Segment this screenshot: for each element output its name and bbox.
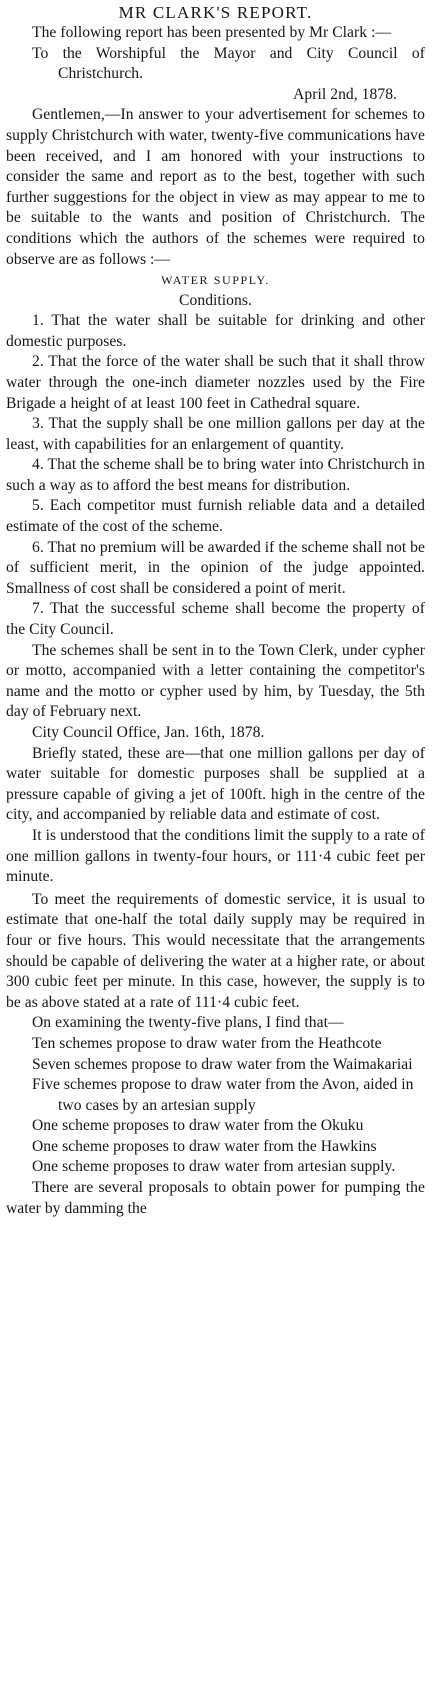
paragraph-domestic-service: To meet the requirements of domestic service, it is usual to estimate that one-half the total daily supply may be required in four or five hours. This would necessitate that the arrangements should be capable of delivering the water at a higher rate, or about 300 cubic feet per minute. In this case, however, the supply is to be as above stated at a rate of 111·4 cubic feet.	[6, 890, 425, 1011]
plan-item: One scheme proposes to draw water from the Okuku	[32, 1117, 364, 1135]
condition-5: 5. Each competitor must furnish reliable data and a detailed estimate of the cost of the scheme.	[6, 497, 425, 536]
paragraph-examining: On examining the twenty-five plans, I find that—	[32, 1014, 344, 1032]
paragraph-gentlemen: Gentlemen,—In answer to your advertisement for schemes to supply Christchurch with water, twenty-five communications have been received, and I am honored with your instructions to consider the same and report as to the best, together with such further suggestions for the object in view as may appear to me to be suitable to the wants and position of Christchurch. The conditions which the authors of the schemes were required to observe are as follows :—	[6, 106, 425, 268]
paragraph-understood: It is understood that the conditions limit the supply to a rate of one million gallons in twenty-four hours, or 111·4 cubic feet per minute.	[6, 826, 425, 886]
plan-item: Ten schemes propose to draw water from the Heathcote	[32, 1034, 382, 1052]
condition-7: 7. That the successful scheme shall become the property of the City Council.	[6, 600, 425, 639]
section-title: WATER SUPPLY.	[161, 273, 270, 288]
condition-4: 4. That the scheme shall be to bring water into Christchurch in such a way as to afford the best means for distribution.	[6, 456, 425, 494]
condition-6: 6. That no premium will be awarded if the scheme shall not be of sufficient merit, in the opinion of the judge appointed. Smallness of cost shall be considered a point of merit.	[6, 538, 425, 597]
conditions-title: Conditions.	[179, 292, 252, 310]
plan-item: One scheme proposes to draw water from the Hawkins	[32, 1137, 377, 1155]
plan-item: Seven schemes propose to draw water from the Waimakariai	[32, 1055, 413, 1073]
paragraph-pumping: There are several proposals to obtain power for pumping the water by damming the	[6, 1179, 425, 1217]
condition-2: 2. That the force of the water shall be such that it shall throw water through the one-inch diameter nozzles used by the Fire Brigade a height of at least 100 feet in Cathedral square.	[6, 353, 425, 412]
office-line: City Council Office, Jan. 16th, 1878.	[32, 724, 265, 741]
plan-item: One scheme proposes to draw water from artesian supply.	[32, 1158, 396, 1176]
address-line: To the Worshipful the Mayor and City Council of Christchurch.	[32, 44, 425, 83]
intro-line: The following report has been presented by Mr Clark :—	[32, 24, 392, 41]
plan-item: Five schemes propose to draw water from the Avon, aided in two cases by an artesian supply	[32, 1076, 414, 1114]
schemes-notice: The schemes shall be sent in to the Town Clerk, under cypher or motto, accompanied with a letter containing the competitor's name and the motto or cypher used by him, by Tuesday, the 5th day of February next.	[6, 641, 425, 721]
paragraph-briefly: Briefly stated, these are—that one million gallons per day of water suitable for domestic purposes shall be supplied at a pressure capable of giving a jet of 100ft. high in the centre of the city, and accompanied by reliable data and estimate of cost.	[6, 744, 425, 824]
condition-1: 1. That the water shall be suitable for drinking and other domestic purposes.	[6, 312, 425, 350]
condition-3: 3. That the supply shall be one million gallons per day at the least, with capabilities for an enlargement of quantity.	[6, 415, 425, 453]
article-headline: MR CLARK'S REPORT.	[118, 3, 313, 22]
report-date: April 2nd, 1878.	[293, 85, 397, 103]
